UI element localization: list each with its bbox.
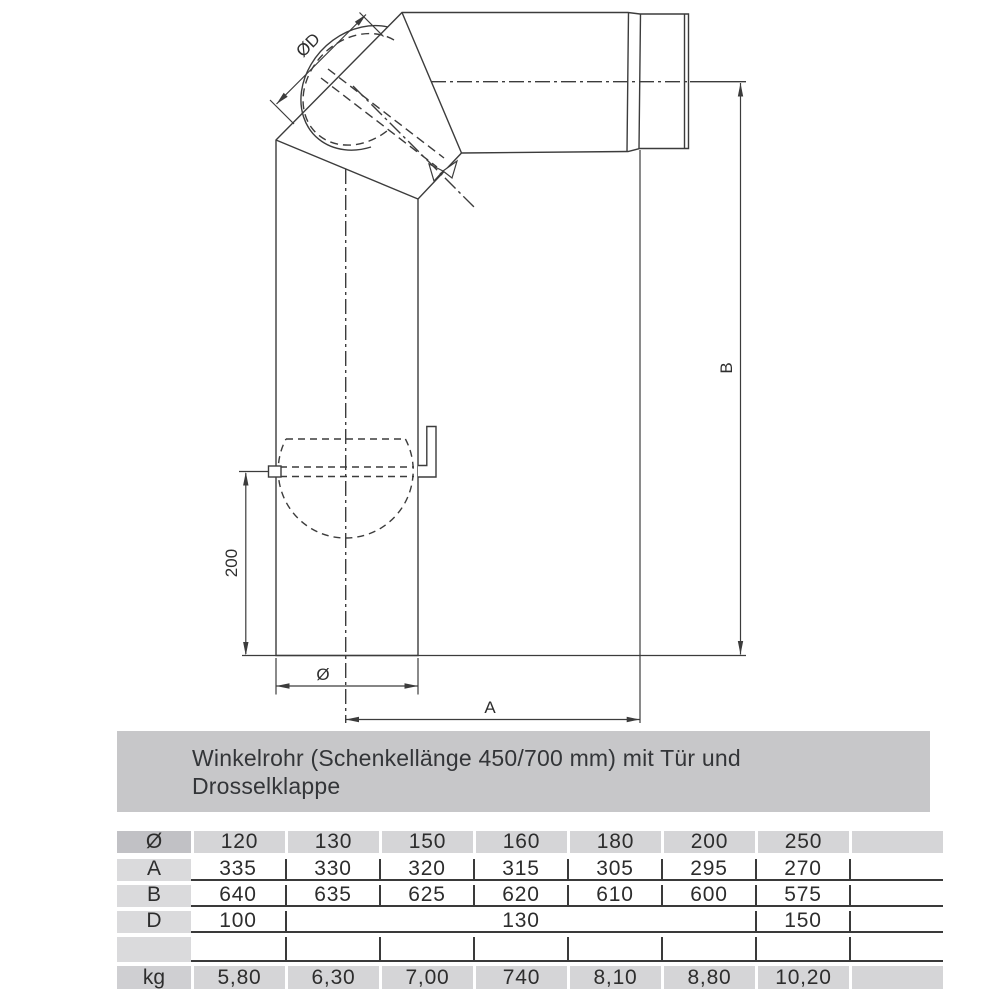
dim-line-A xyxy=(346,150,640,723)
row-label: D xyxy=(117,911,191,933)
table-cell xyxy=(191,937,285,962)
dim-line-diameter xyxy=(276,658,418,695)
pipe-outline xyxy=(276,13,689,656)
table-row-spacer xyxy=(117,937,944,962)
door-handle xyxy=(418,427,436,478)
dim-label-leg-length: A xyxy=(484,698,496,717)
table-cell: 10,20 xyxy=(755,966,849,989)
table-cell: 335 xyxy=(191,859,285,881)
table-cell xyxy=(849,966,943,989)
table-cell: 180 xyxy=(567,831,661,853)
bisector-centerline xyxy=(353,86,476,209)
table-cell: 270 xyxy=(755,859,849,881)
table-cell: 305 xyxy=(567,859,661,881)
table-cell: 150 xyxy=(755,911,849,933)
table-cell: 295 xyxy=(661,859,755,881)
table-cell: 600 xyxy=(661,885,755,907)
table-cell: 320 xyxy=(379,859,473,881)
row-label: kg xyxy=(117,966,191,989)
product-title-line2: Drosselklappe xyxy=(192,773,341,799)
table-cell xyxy=(567,937,661,962)
dim-label-height: B xyxy=(717,362,736,374)
table-cell: 620 xyxy=(473,885,567,907)
door-axle-knob xyxy=(269,466,282,477)
table-cell: 8,80 xyxy=(661,966,755,989)
table-row-B xyxy=(117,885,944,907)
dim-label-diameter: Ø xyxy=(316,665,330,684)
table-cell xyxy=(849,911,943,933)
table-row-Ø xyxy=(117,831,944,853)
table-cell: 100 xyxy=(191,911,285,933)
table-cell: 740 xyxy=(473,966,567,989)
table-cell xyxy=(849,831,943,853)
table-cell: 120 xyxy=(191,831,285,853)
spec-table xyxy=(117,831,944,989)
table-cell: 315 xyxy=(473,859,567,881)
table-cell: 8,10 xyxy=(567,966,661,989)
table-cell: 625 xyxy=(379,885,473,907)
table-cell: 575 xyxy=(755,885,849,907)
table-cell xyxy=(849,885,943,907)
table-cell: 250 xyxy=(755,831,849,853)
table-cell: 7,00 xyxy=(379,966,473,989)
dimension-arrowheads xyxy=(243,15,743,723)
table-cell: 5,80 xyxy=(191,966,285,989)
table-cell: 610 xyxy=(567,885,661,907)
table-cell: 635 xyxy=(285,885,379,907)
table-cell: 200 xyxy=(661,831,755,853)
product-title-bar xyxy=(117,731,930,812)
table-cell xyxy=(849,859,943,881)
table-row-kg xyxy=(117,966,944,989)
damper-axle-lines xyxy=(321,69,444,167)
table-cell: 6,30 xyxy=(285,966,379,989)
table-cell xyxy=(661,937,755,962)
table-row-D xyxy=(117,911,944,933)
lid-hidden-arc xyxy=(303,34,394,146)
row-label: A xyxy=(117,859,191,881)
product-title-line1: Winkelrohr (Schenkellänge 450/700 mm) mit Tür und xyxy=(192,745,741,771)
table-cell xyxy=(849,937,943,962)
table-cell xyxy=(755,937,849,962)
dim-line-200 xyxy=(239,472,269,655)
table-cell xyxy=(473,937,567,962)
row-label: B xyxy=(117,885,191,907)
table-cell: 160 xyxy=(473,831,567,853)
dim-line-lid-diameter xyxy=(270,13,384,125)
table-row-A xyxy=(117,859,944,881)
table-cell: 130 xyxy=(285,831,379,853)
table-cell: 640 xyxy=(191,885,285,907)
row-label: Ø xyxy=(117,831,191,853)
table-cell xyxy=(379,937,473,962)
door-axle-lines xyxy=(280,467,414,477)
dim-label-lid-diameter: ØD xyxy=(292,29,324,61)
table-cell xyxy=(285,937,379,962)
table-cell: 130 xyxy=(285,911,755,933)
table-cell: 150 xyxy=(379,831,473,853)
row-label xyxy=(117,937,191,962)
table-cell: 330 xyxy=(285,859,379,881)
dim-label-door-offset: 200 xyxy=(222,548,241,578)
